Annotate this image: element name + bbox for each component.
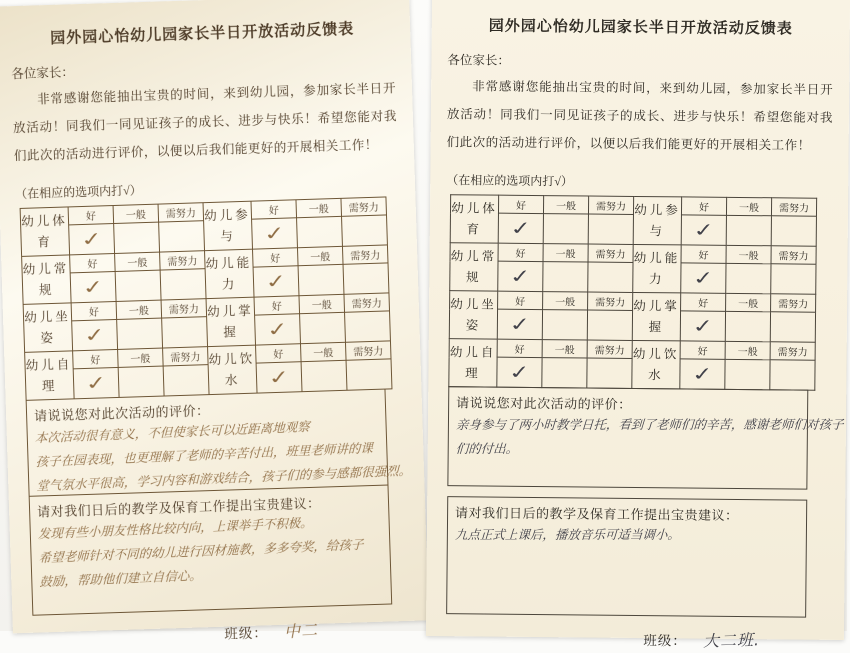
suggestion-section bbox=[446, 496, 807, 617]
answer-cell bbox=[726, 215, 771, 245]
category-label: 幼儿体育 bbox=[20, 207, 69, 256]
suggestion-section bbox=[29, 485, 393, 616]
option-header: 需努力 bbox=[161, 299, 207, 318]
answer-cell bbox=[118, 366, 164, 397]
option-header: 好 bbox=[71, 301, 117, 320]
answer-cell bbox=[114, 222, 160, 253]
handwritten-evaluation-line: 亲身参与了两小时教学日托，看到了老师们的辛苦，感谢老师们对孩子 bbox=[455, 416, 844, 433]
answer-cell bbox=[162, 317, 208, 348]
answer-cell bbox=[252, 218, 298, 249]
category-label: 幼儿常规 bbox=[22, 255, 71, 304]
option-header: 需努力 bbox=[158, 203, 204, 222]
answer-cell bbox=[298, 264, 344, 295]
handwritten-suggestion-line: 鼓励，帮助他们建立自信心。 bbox=[39, 567, 202, 590]
answer-cell bbox=[255, 314, 301, 345]
category-label: 幼儿饮水 bbox=[208, 345, 257, 394]
answer-cell bbox=[543, 214, 588, 244]
checkmark: ✓ bbox=[265, 317, 290, 342]
option-header: 一般 bbox=[296, 198, 342, 217]
answer-cell bbox=[345, 311, 391, 342]
option-header: 需努力 bbox=[771, 246, 816, 264]
evaluation-prompt: 请说说您对此次活动的评价： bbox=[456, 395, 632, 412]
answer-cell bbox=[72, 319, 118, 350]
answer-cell bbox=[69, 224, 115, 255]
category-label: 幼儿参与 bbox=[633, 196, 681, 244]
option-header: 好 bbox=[251, 200, 297, 219]
answer-cell bbox=[681, 215, 726, 245]
option-header: 需努力 bbox=[588, 196, 633, 214]
feedback-form-right bbox=[426, 0, 850, 651]
checkmark: ✓ bbox=[690, 362, 715, 386]
answer-cell bbox=[681, 263, 726, 293]
category-label: 幼儿体育 bbox=[450, 195, 498, 243]
option-header: 一般 bbox=[726, 293, 771, 311]
intro-paragraph: 非常感谢您能抽出宝贵的时间，来到幼儿园，参加家长半日开放活动！同我们一同见证孩子的成长、进步与快乐！希望您能对我们此次的活动进行评价，以便以后我们能更好的开展相关工作！ bbox=[12, 81, 398, 164]
option-header: 好 bbox=[497, 339, 542, 357]
option-header: 需努力 bbox=[588, 292, 633, 310]
checkmark: ✓ bbox=[691, 314, 715, 338]
option-header: 需努力 bbox=[160, 251, 206, 270]
form-title: 园外园心怡幼儿园家长半日开放活动反馈表 bbox=[488, 18, 793, 38]
class-value-handwritten: 大二班. bbox=[702, 630, 761, 651]
category-label: 幼儿掌握 bbox=[206, 297, 255, 346]
answer-cell bbox=[771, 264, 816, 294]
answer-cell bbox=[498, 213, 543, 243]
category-label: 幼儿能力 bbox=[633, 244, 681, 292]
answer-cell bbox=[253, 266, 299, 297]
answer-cell bbox=[771, 216, 816, 246]
category-label: 幼儿参与 bbox=[203, 201, 252, 250]
checkmark: ✓ bbox=[262, 221, 287, 246]
checkmark: ✓ bbox=[83, 371, 109, 395]
option-header: 一般 bbox=[726, 197, 771, 215]
category-label: 幼儿饮水 bbox=[632, 340, 680, 388]
handwritten-evaluation-line: 堂气氛水平很高，学习内容和游戏结合，孩子们的参与感都很强烈。 bbox=[36, 462, 412, 494]
checkmark: ✓ bbox=[691, 266, 716, 290]
checkmark: ✓ bbox=[82, 323, 107, 347]
option-header: 好 bbox=[70, 253, 116, 272]
answer-cell bbox=[680, 311, 725, 341]
answer-cell bbox=[343, 263, 389, 294]
answer-cell bbox=[159, 221, 205, 252]
answer-cell bbox=[497, 357, 542, 387]
answer-cell bbox=[726, 263, 771, 293]
answer-cell bbox=[300, 312, 346, 343]
option-header: 需努力 bbox=[770, 342, 815, 360]
option-header: 好 bbox=[680, 341, 725, 359]
checkmark: ✓ bbox=[79, 227, 104, 251]
checkmark: ✓ bbox=[691, 218, 716, 242]
option-header: 好 bbox=[73, 349, 119, 368]
answer-cell bbox=[301, 360, 347, 391]
checkmark: ✓ bbox=[263, 269, 289, 294]
answer-cell bbox=[542, 358, 587, 388]
checkmark: ✓ bbox=[80, 275, 106, 299]
form-right-content bbox=[426, 0, 850, 652]
suggestion-prompt: 请对我们日后的教学及保育工作提出宝贵建议： bbox=[455, 505, 739, 523]
class-line bbox=[442, 625, 828, 652]
option-header: 好 bbox=[256, 344, 302, 363]
class-value-handwritten: 中二 bbox=[283, 620, 319, 642]
option-header: 好 bbox=[68, 206, 114, 225]
option-header: 好 bbox=[252, 248, 298, 267]
option-header: 一般 bbox=[113, 204, 159, 223]
answer-cell bbox=[346, 359, 392, 390]
rating-table bbox=[448, 194, 817, 391]
evaluation-section bbox=[447, 386, 844, 489]
option-header: 好 bbox=[254, 296, 300, 315]
option-header: 一般 bbox=[115, 252, 161, 271]
option-header: 一般 bbox=[118, 348, 164, 367]
category-label: 幼儿自理 bbox=[449, 339, 497, 387]
handwritten-suggestion-line: 九点正式上课后，播放音乐可适当调小。 bbox=[454, 526, 681, 543]
option-header: 一般 bbox=[543, 196, 588, 214]
handwritten-evaluation-line: 孩子在园表现，也更理解了老师的辛苦付出，班里老师讲的课 bbox=[35, 440, 373, 470]
answer-cell bbox=[587, 310, 632, 340]
option-header: 好 bbox=[498, 291, 543, 309]
suggestion-prompt: 请对我们日后的教学及保育工作提出宝贵建议： bbox=[36, 495, 321, 520]
evaluation-prompt: 请说说您对此次活动的评价： bbox=[33, 403, 210, 424]
category-label: 幼儿能力 bbox=[205, 249, 254, 298]
handwritten-evaluation-line: 本次活动很有意义，不但使家长可以近距离地观察 bbox=[34, 418, 310, 446]
option-header: 需努力 bbox=[341, 197, 387, 216]
salutation: 各位家长： bbox=[11, 65, 75, 82]
answer-cell bbox=[725, 359, 770, 389]
intro-paragraph: 非常感谢您能抽出宝贵的时间，来到幼儿园，参加家长半日开放活动！同我们一同见证孩子的成长、进步与快乐！希望您能对我们此次的活动进行评价，以便以后我们能更好的开展相关工作！ bbox=[446, 79, 834, 153]
category-label: 幼儿坐姿 bbox=[23, 303, 72, 352]
answer-cell bbox=[117, 318, 163, 349]
answer-cell bbox=[543, 262, 588, 292]
answer-cell bbox=[770, 360, 815, 390]
option-header: 需努力 bbox=[163, 347, 209, 366]
rating-table bbox=[20, 196, 393, 400]
evaluation-section bbox=[26, 389, 412, 497]
option-header: 需努力 bbox=[345, 341, 391, 360]
handwritten-suggestion-line: 发现有些小朋友性格比较内向，上课举手不积极。 bbox=[37, 514, 313, 542]
option-header: 好 bbox=[498, 195, 543, 213]
checkbox-instruction: （在相应的选项内打√） bbox=[14, 183, 142, 202]
option-header: 好 bbox=[498, 243, 543, 261]
answer-cell bbox=[73, 367, 119, 398]
option-header: 需努力 bbox=[771, 294, 816, 312]
category-label: 幼儿掌握 bbox=[632, 292, 680, 340]
checkmark: ✓ bbox=[508, 313, 532, 336]
salutation: 各位家长： bbox=[447, 53, 511, 68]
option-header: 一般 bbox=[543, 292, 588, 310]
option-header: 一般 bbox=[116, 300, 162, 319]
answer-cell bbox=[70, 271, 116, 302]
category-label: 幼儿自理 bbox=[25, 351, 74, 400]
answer-cell bbox=[163, 365, 209, 396]
option-header: 好 bbox=[681, 293, 726, 311]
checkbox-instruction: （在相应的选项内打√） bbox=[446, 173, 573, 189]
answer-cell bbox=[725, 311, 770, 341]
answer-cell bbox=[160, 269, 206, 300]
checkmark: ✓ bbox=[507, 361, 532, 384]
option-header: 一般 bbox=[300, 342, 346, 361]
checkmark: ✓ bbox=[508, 217, 533, 240]
answer-cell bbox=[497, 309, 542, 339]
option-header: 需努力 bbox=[344, 293, 390, 312]
answer-cell bbox=[115, 270, 161, 301]
handwritten-evaluation-line: 们的付出。 bbox=[455, 441, 519, 457]
option-header: 一般 bbox=[543, 244, 588, 262]
class-line bbox=[29, 615, 414, 650]
class-label: 班级： bbox=[224, 625, 269, 642]
answer-cell bbox=[256, 362, 302, 393]
answer-cell bbox=[542, 310, 587, 340]
feedback-form-left bbox=[0, 0, 429, 642]
class-label: 班级： bbox=[643, 633, 687, 649]
option-header: 一般 bbox=[299, 294, 345, 313]
option-header: 需努力 bbox=[587, 340, 632, 358]
checkmark: ✓ bbox=[508, 265, 533, 288]
answer-cell bbox=[297, 216, 343, 247]
option-header: 一般 bbox=[726, 245, 771, 263]
form-title: 园外园心怡幼儿园家长半日开放活动反馈表 bbox=[50, 21, 355, 47]
handwritten-suggestion-line: 希望老师针对不同的幼儿进行因材施教，多多夸奖，给孩子 bbox=[38, 536, 364, 566]
category-label: 幼儿坐姿 bbox=[449, 291, 497, 339]
option-header: 好 bbox=[681, 197, 726, 215]
answer-cell bbox=[498, 261, 543, 291]
checkmark: ✓ bbox=[266, 365, 292, 390]
option-header: 一般 bbox=[297, 246, 343, 265]
option-header: 需努力 bbox=[771, 198, 816, 216]
option-header: 一般 bbox=[542, 340, 587, 358]
option-header: 需努力 bbox=[342, 245, 388, 264]
answer-cell bbox=[588, 214, 633, 244]
answer-cell bbox=[680, 359, 725, 389]
answer-cell bbox=[587, 358, 632, 388]
option-header: 一般 bbox=[725, 341, 770, 359]
answer-cell bbox=[770, 312, 815, 342]
category-label: 幼儿常规 bbox=[450, 243, 498, 291]
option-header: 需努力 bbox=[588, 244, 633, 262]
option-header: 好 bbox=[681, 245, 726, 263]
answer-cell bbox=[588, 262, 633, 292]
answer-cell bbox=[342, 215, 388, 246]
